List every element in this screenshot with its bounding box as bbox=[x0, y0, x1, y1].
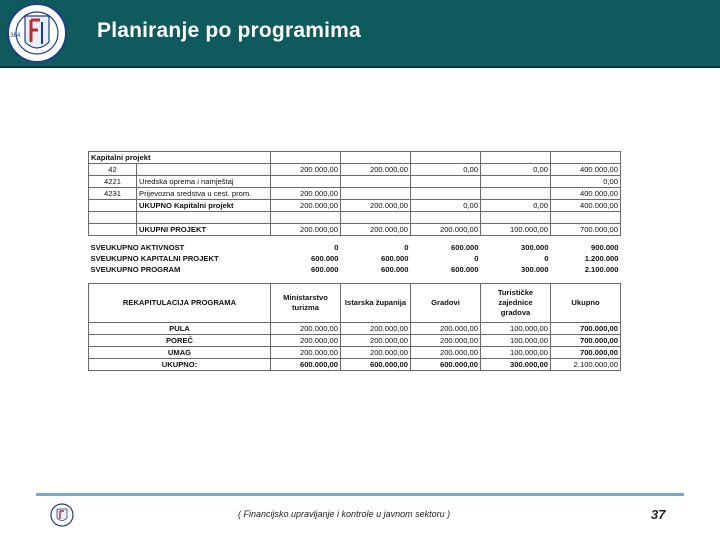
budget-table-image bbox=[88, 151, 620, 371]
footer-seal-icon bbox=[50, 503, 74, 527]
program-budget-table bbox=[88, 151, 621, 371]
page-number: 37 bbox=[651, 507, 666, 522]
summary-row: SVEUKUPNO KAPITALNI PROJEKT 600.000 600.000 0 0 1.200.000 bbox=[90, 253, 619, 263]
page-title: Planiranje po programima bbox=[97, 19, 361, 42]
summary-row: SVEUKUPNO PROGRAM 600.000 600.000 600.000 300.000 2.100.000 bbox=[90, 264, 619, 274]
summary-row: SVEUKUPNO AKTIVNOST 0 0 600.000 300.000 900.000 bbox=[90, 242, 619, 252]
capital-subtotal-label: UKUPNO Kapitalni projekt bbox=[137, 200, 271, 212]
recap-row: POREČ 200.000,00 200.000,00 200.000,00 100.000,00 700.000,00 bbox=[89, 335, 621, 347]
recap-header-row: REKAPITULACIJA PROGRAMA Ministarstvo turizma Istarska županija Gradovi Turističke zajednice gradova Ukupno bbox=[89, 284, 621, 323]
table-row: 4231 Prijevozna sredstva u cest. prom. 200.000,00 400.000,00 bbox=[89, 188, 621, 200]
slide-header bbox=[0, 0, 720, 68]
table-row: 4221 Uredska oprema i namještaj 0,00 bbox=[89, 176, 621, 188]
footer-text: ( Financijsko upravljanje i kontrole u javnom sektoru ) bbox=[238, 509, 451, 519]
footer-divider bbox=[36, 493, 684, 496]
recap-row: UMAG 200.000,00 200.000,00 200.000,00 100.000,00 700.000,00 bbox=[89, 347, 621, 359]
table-row: UKUPNI PROJEKT 200.000,00 200.000,00 200.000,00 100.000,00 700.000,00 bbox=[89, 224, 621, 236]
table-row bbox=[89, 152, 621, 164]
table-row: UKUPNO Kapitalni projekt 200.000,00 200.000,00 0,00 0,00 400.000,00 bbox=[89, 200, 621, 212]
recap-title: REKAPITULACIJA PROGRAMA bbox=[89, 284, 271, 323]
table-row: 42 200.000,00 200.000,00 0,00 0,00 400.000,00 bbox=[89, 164, 621, 176]
svg-text:1364: 1364 bbox=[7, 33, 21, 39]
university-seal-icon bbox=[4, 2, 70, 64]
table-row bbox=[89, 212, 621, 224]
project-total-label: UKUPNI PROJEKT bbox=[137, 224, 271, 236]
table-row bbox=[89, 275, 621, 284]
capital-title: Kapitalni projekt bbox=[89, 152, 271, 164]
recap-total-row: UKUPNO: 600.000,00 600.000,00 600.000,00 300.000,00 2.100.000,00 bbox=[89, 359, 621, 371]
recap-row: PULA 200.000,00 200.000,00 200.000,00 100.000,00 700.000,00 bbox=[89, 323, 621, 335]
